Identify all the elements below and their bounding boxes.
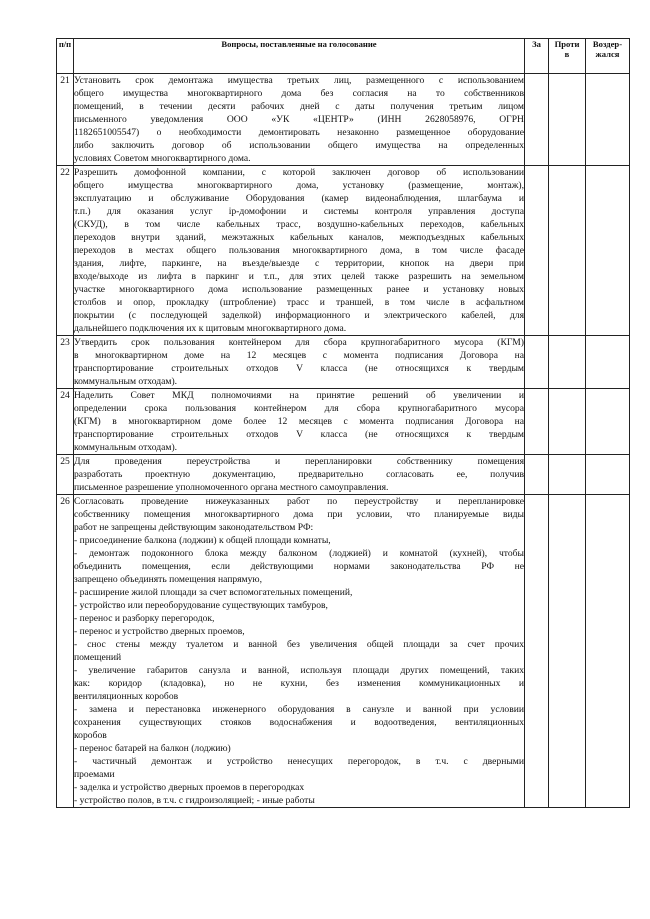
row-number: 23: [57, 336, 74, 389]
question-line: общего имущества многоквартирного дома без согласия на то собственников: [74, 88, 524, 99]
question-line: т.п.) для оказания услуг ip-домофонии и системы контроля управления доступа: [74, 206, 524, 217]
question-line: коммунальным отходам).: [74, 442, 178, 453]
question-text: [74, 389, 525, 455]
table-row: [57, 166, 630, 336]
question-line: - устройство или переоборудование существующих тамбуров,: [74, 600, 328, 611]
vote-za-cell[interactable]: [525, 455, 549, 495]
question-line: Утвердить срок пользования контейнером для сбора крупногабаритного мусора (КГМ): [74, 337, 524, 348]
question-line: помещений: [74, 652, 122, 663]
question-line: - снос стены между туалетом и ванной без увеличения общей площади за счет прочих: [74, 639, 524, 650]
vote-vozd-cell[interactable]: [586, 74, 630, 166]
header-protiv-line: в: [564, 49, 570, 59]
question-line: - расширение жилой площади за счет вспомогательных помещений,: [74, 587, 353, 598]
question-text: [74, 455, 525, 495]
question-text: [74, 495, 525, 808]
question-line: - перенос и устройство дверных проемов,: [74, 626, 245, 637]
vote-vozd-cell[interactable]: [586, 166, 630, 336]
vote-protiv-cell[interactable]: [549, 74, 586, 166]
question-line: письменного уведомления ООО «УК «ЦЕНТР» (ИНН 2628058976, ОГРН: [74, 114, 524, 125]
question-line: собственнику помещения многоквартирного дома при условии, что планируемые виды: [74, 509, 524, 520]
question-line: Разрешить домофонной компании, с которой заключен договор об использовании: [74, 167, 524, 178]
table-row: [57, 336, 630, 389]
question-line: Согласовать проведение нижеуказанных работ по переустройству и перепланировке: [74, 496, 524, 507]
header-protiv: [549, 39, 586, 74]
question-line: Для проведения переустройства и перепланировки собственнику помещения: [74, 456, 524, 467]
question-line: - частичный демонтаж и устройство ненесущих перегородок, в т.ч. с дверными: [74, 756, 524, 767]
row-number: 22: [57, 166, 74, 336]
question-line: покрытии (с последующей заделкой) информационного и электрического кабелей, для: [74, 310, 524, 321]
vote-protiv-cell[interactable]: [549, 336, 586, 389]
table-row: [57, 389, 630, 455]
header-vozd-line: жался: [595, 49, 620, 59]
question-line: запрещено объединять помещения напрямую,: [74, 574, 262, 585]
question-line: - замена и перестановка инженерного оборудования в санузле и ванной при условии: [74, 704, 524, 715]
table-row: [57, 495, 630, 808]
question-line: эксплуатацию и обслуживание Оборудования (камер видеонаблюдения, шлагбаума и: [74, 193, 524, 204]
question-line: переходов в местах общего пользования многоквартирного дома, в том числе фасаде: [74, 245, 524, 256]
row-number: 24: [57, 389, 74, 455]
question-line: Наделить Совет МКД полномочиями на принятие решений об увеличении и: [74, 390, 524, 401]
question-line: в многоквартирном доме на 12 месяцев с момента подписания Договора на: [74, 350, 524, 361]
vote-vozd-cell[interactable]: [586, 389, 630, 455]
question-line: коммунальным отходам).: [74, 376, 178, 387]
header-question: Вопросы, поставленные на голосование: [74, 39, 525, 74]
question-text: [74, 336, 525, 389]
question-line: 1182651005547) о необходимости демонтировать незаконно размещенное оборудование: [74, 127, 524, 138]
question-line: столбов и опор, прокладку (штробление) трасс и траншей, в том числе в асфальтном: [74, 297, 524, 308]
header-vozd-line: Воздер-: [592, 39, 623, 49]
row-number: 26: [57, 495, 74, 808]
question-line: определении срока пользования контейнером для сбора крупногабаритного мусора: [74, 403, 524, 414]
question-line: работ не запрещены действующим законодательством РФ:: [74, 522, 314, 533]
vote-vozd-cell[interactable]: [586, 336, 630, 389]
header-protiv-line: Проти: [554, 39, 580, 49]
question-line: транспортирование строительных отходов V класса (не относящихся к твердым: [74, 429, 524, 440]
question-line: - заделка и устройство дверных проемов в перегородках: [74, 782, 305, 793]
question-line: условиях Советом многоквартирного дома.: [74, 153, 251, 164]
header-vozd: [586, 39, 630, 74]
row-number: 21: [57, 74, 74, 166]
question-line: коробов: [74, 730, 107, 741]
vote-protiv-cell[interactable]: [549, 495, 586, 808]
question-line: проемами: [74, 769, 115, 780]
question-line: либо заключить договор об использовании общего имущества на определенных: [74, 140, 524, 151]
header-row: [57, 39, 630, 74]
question-line: переходов внутри зданий, межэтажных кабельных каналов, межподъездных кабельных: [74, 232, 524, 243]
question-line: - перенос и разборку перегородок,: [74, 613, 215, 624]
header-za: За: [525, 39, 549, 74]
question-line: - увеличение габаритов санузла и ванной, используя площади других помещений, таких: [74, 665, 524, 676]
question-line: общего имущества многоквартирного дома, установку (размещение, монтаж),: [74, 180, 524, 191]
question-line: - присоединение балкона (лоджии) к общей площади комнаты,: [74, 535, 331, 546]
question-line: - демонтаж подоконного блока между балконом (лоджией) и комнатой (кухней), чтобы: [74, 548, 524, 559]
question-line: (СКУД), в том числе кабельных трасс, воздушно-кабельных переходов, кабельных: [74, 219, 524, 230]
table-row: [57, 455, 630, 495]
question-line: вентиляционных коробов: [74, 691, 179, 702]
row-number: 25: [57, 455, 74, 495]
vote-za-cell[interactable]: [525, 336, 549, 389]
question-line: объединить помещения, если действующими нормами законодательства РФ не: [74, 561, 524, 572]
voting-table: [56, 38, 630, 808]
vote-protiv-cell[interactable]: [549, 455, 586, 495]
table-row: [57, 74, 630, 166]
vote-protiv-cell[interactable]: [549, 389, 586, 455]
question-text: [74, 74, 525, 166]
vote-za-cell[interactable]: [525, 495, 549, 808]
question-line: дальнейшего подключения их к щитовым многоквартирного дома.: [74, 323, 347, 334]
question-line: разработать проектную документацию, предварительно согласовать ее, получив: [74, 469, 524, 480]
vote-za-cell[interactable]: [525, 389, 549, 455]
question-line: Установить срок демонтажа имущества третьих лиц, размещенного с использованием: [74, 75, 524, 86]
question-line: (КГМ) в многоквартирном доме более 12 месяцев с момента подписания Договора на: [74, 416, 524, 427]
question-line: - устройство полов, в т.ч. с гидроизоляцией; - иные работы: [74, 795, 315, 806]
question-line: сохранения существующих стояков водоснабжения и водоотведения, вентиляционных: [74, 717, 524, 728]
question-line: здания, лифте, паркинге, на въезде/выезде с территории, кнопок на двери при: [74, 258, 524, 269]
question-line: транспортирование строительных отходов V класса (не относящихся к твердым: [74, 363, 524, 374]
vote-protiv-cell[interactable]: [549, 166, 586, 336]
question-line: входе/выходе из лифта в паркинг и т.п., для этих целей также разрешить на земельном: [74, 271, 524, 282]
header-num: п/п: [57, 39, 74, 74]
question-line: - перенос батарей на балкон (лоджию): [74, 743, 231, 754]
question-line: участке многоквартирного дома использование размещенных ранее и установку новых: [74, 284, 524, 295]
vote-za-cell[interactable]: [525, 166, 549, 336]
vote-za-cell[interactable]: [525, 74, 549, 166]
vote-vozd-cell[interactable]: [586, 455, 630, 495]
question-line: помещений, в течении десяти рабочих дней с даты получения третьим лицом: [74, 101, 524, 112]
question-line: как: коридор (кладовка), но не кухни, без изменения коммуникационных и: [74, 678, 524, 689]
question-line: письменное разрешение уполномоченного органа местного самоуправления.: [74, 482, 389, 493]
vote-vozd-cell[interactable]: [586, 495, 630, 808]
question-text: [74, 166, 525, 336]
